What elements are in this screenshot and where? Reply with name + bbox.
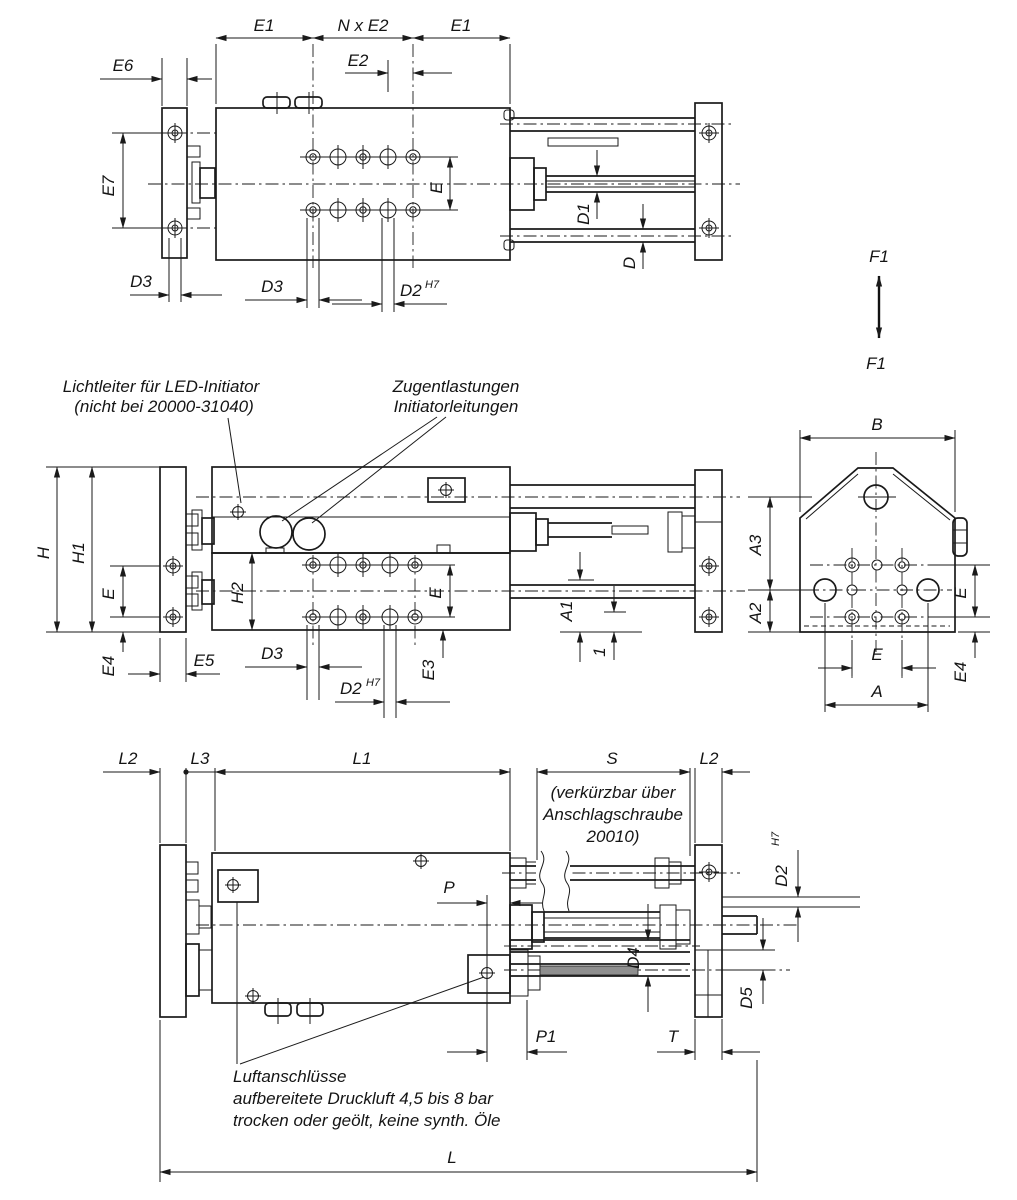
dim-label-e7: E7 [99, 175, 118, 197]
dim-label-d3-left: D3 [130, 272, 152, 291]
dim-label-e-side-bottom: E [871, 645, 883, 664]
dim-label-one: 1 [590, 647, 609, 657]
note-air-line1: Luftanschlüsse [233, 1067, 347, 1086]
front-view-geometry [160, 467, 745, 648]
bottom-view-geometry [160, 845, 860, 1064]
dim-label-l2-left: L2 [118, 749, 138, 768]
dim-label-e-front-left: E [99, 588, 118, 600]
dim-label-e2: E2 [347, 51, 369, 70]
dim-label-d: D [620, 256, 639, 270]
dim-label-d4: D4 [624, 947, 643, 969]
dim-label-h1: H1 [69, 542, 88, 564]
dim-label-p: P [443, 878, 455, 897]
dim-label-a1: A1 [557, 600, 576, 622]
dim-label-e5: E5 [193, 651, 215, 670]
dim-label-d2-front-tolerance: H7 [366, 677, 381, 689]
dim-label-e-side-right: E [951, 587, 970, 599]
dim-label-l3: L3 [190, 749, 210, 768]
dim-label-b: B [871, 415, 883, 434]
dim-label-e3: E3 [419, 659, 438, 681]
force-label-f1-top: F1 [869, 247, 889, 266]
dim-label-l1: L1 [352, 749, 372, 768]
bottom-view-dimensions [103, 749, 798, 1182]
dim-label-d2-bottom-tolerance: H7 [770, 831, 782, 846]
dim-label-n-x-e2: N x E2 [337, 16, 389, 35]
dim-label-e1-left: E1 [253, 16, 275, 35]
dim-label-a: A [871, 682, 883, 701]
top-view [99, 16, 740, 312]
dim-label-d5: D5 [737, 987, 756, 1009]
dim-label-e4-side: E4 [951, 661, 970, 683]
dim-label-t: T [667, 1027, 679, 1046]
dim-label-e1-right: E1 [450, 16, 472, 35]
dim-label-d2-bottom: D2 [772, 865, 791, 887]
callouts [63, 377, 520, 523]
dim-label-s: S [606, 749, 618, 768]
dim-label-e4-front: E4 [99, 655, 118, 677]
dim-label-d1: D1 [574, 203, 593, 225]
note-air-line3: trocken oder geölt, keine synth. Öle [233, 1111, 501, 1130]
note-s-line1: (verkürzbar über [550, 783, 676, 802]
dim-label-l2-right: L2 [699, 749, 719, 768]
bottom-view [103, 749, 860, 1182]
dim-label-e6: E6 [112, 56, 134, 75]
note-s-line3: 20010) [586, 827, 640, 846]
note-lichtleiter-line1: Lichtleiter für LED-Initiator [62, 377, 260, 396]
note-zugentlastung-line1: Zugentlastungen [392, 377, 520, 396]
dim-label-d2-front: D2 [340, 679, 362, 698]
force-label-f1-bottom: F1 [866, 354, 886, 373]
dim-label-l: L [447, 1148, 457, 1167]
dim-label-d2: D2 [400, 281, 422, 300]
dim-label-p1: P1 [535, 1027, 557, 1046]
dim-label-a2: A2 [746, 602, 765, 624]
top-view-dimensions [99, 16, 643, 312]
dim-label-d3-mid: D3 [261, 277, 283, 296]
top-view-geometry [148, 44, 740, 268]
dim-label-d2-tolerance: H7 [425, 279, 440, 291]
dim-label-e-top-view: E [427, 182, 446, 194]
note-s-line2: Anschlagschraube [543, 805, 683, 824]
dim-label-h: H [34, 546, 53, 560]
note-zugentlastung-line2: Initiatorleitungen [393, 397, 519, 416]
dim-label-d3-front: D3 [261, 644, 283, 663]
note-air-line2: aufbereitete Druckluft 4,5 bis 8 bar [233, 1089, 493, 1108]
dim-label-h2: H2 [228, 582, 247, 604]
side-view [800, 415, 990, 712]
dim-label-e-front-right: E [426, 587, 445, 599]
force-direction-indicator [866, 247, 889, 373]
front-view [34, 467, 812, 718]
note-lichtleiter-line2: (nicht bei 20000-31040) [74, 397, 254, 416]
dim-label-a3: A3 [746, 534, 765, 556]
